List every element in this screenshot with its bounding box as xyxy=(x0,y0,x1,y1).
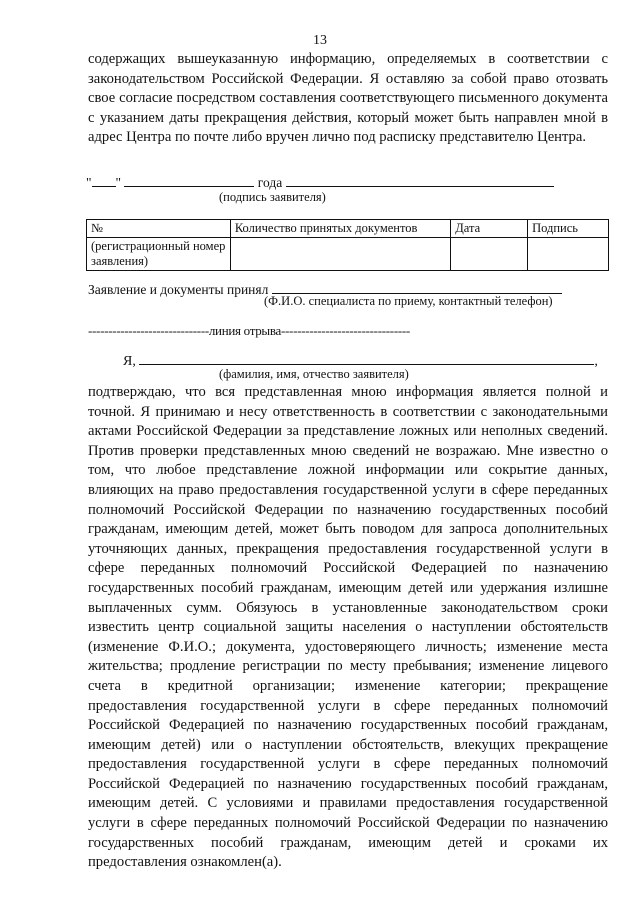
signature-date-line xyxy=(86,174,556,191)
ya-label: Я, xyxy=(123,354,136,369)
cell-signature xyxy=(528,238,609,271)
table-header-row xyxy=(87,220,609,238)
header-doc-count: Количество принятых документов xyxy=(230,220,450,238)
comma: , xyxy=(594,354,598,369)
specialist-blank xyxy=(272,281,562,294)
table-row xyxy=(87,238,609,271)
cut-line: ------------------------------линия отрыва-------------------------------- xyxy=(88,323,410,338)
header-number: № xyxy=(87,220,231,238)
accepted-label: Заявление и документы принял xyxy=(88,282,269,297)
cell-date xyxy=(451,238,528,271)
year-word: года xyxy=(257,175,283,190)
registration-number-note: (регистрационный номер заявления) xyxy=(87,238,231,271)
specialist-caption: (Ф.И.О. специалиста по приему, контактный телефон) xyxy=(264,294,553,308)
page-number: 13 xyxy=(313,33,327,48)
signature-blank xyxy=(286,174,554,187)
quote-close: " xyxy=(115,175,122,190)
day-blank xyxy=(92,174,116,187)
applicant-name-blank xyxy=(139,352,594,365)
declaration-paragraph: подтверждаю, что вся представленная мною информация является полной и точной. Я принимаю и несу ответственность в соответствии с законодательными актами Российской Федерации за представление ложных или неполных сведений. Против проверки представленных мною сведений не возражаю. Мне известно о том, что любое представление ложной информации или сокрытие данных, влияющих на право предоставления государственной услуги в сфере переданных полномочий Российской Федерации по назначению государственных пособий гражданам, имеющим детей, может быть поводом для запроса дополнительных уточняющих данных, прекращения предоставления государственной услуги в сфере переданных полномочий Российской Федерацией по назначению государственных пособий гражданам, имеющим детей или удержания излишне выплаченных сумм. Обязуюсь в установленные законодательством сроки известить центр социальной защиты населения о наступлении обстоятельств (изменение Ф.И.О.; документа, удостоверяющего личность; изменение места жительства; продление регистрации по месту пребывания; изменение лицевого счета в кредитной организации; изменение категории; прекращение предоставления государственной услуги в сфере переданных полномочий Российской Федерацией по назначению государственных пособий гражданам, имеющим детей) или о наступлении обстоятельств, влекущих прекращение предоставления государственной услуги в сфере переданных полномочий Российской Федерацией по назначению государственных пособий гражданам, имеющим детей. С условиями и правилами предоставления государственной услуги в сфере переданных полномочий Российской Федерации по назначению государственных пособий гражданам, имеющим детей и сроками их предоставления ознакомлен(а). xyxy=(88,384,608,871)
month-blank xyxy=(124,174,254,187)
registration-table xyxy=(86,219,609,271)
consent-paragraph: содержащих вышеуказанную информацию, определяемых в соответствии с законодательством Российской Федерации. Я оставляю за собой право отозвать свое согласие посредством составления соответствующего письменного документа с указанием даты прекращения действия, который может быть направлен мной в адрес Центра по почте либо вручен лично под расписку представителю Центра. xyxy=(88,51,608,146)
cell-doc-count xyxy=(230,238,450,271)
quote-open: " xyxy=(86,175,92,190)
applicant-name-caption: (фамилия, имя, отчество заявителя) xyxy=(219,367,409,381)
header-date: Дата xyxy=(451,220,528,238)
header-signature: Подпись xyxy=(528,220,609,238)
signature-caption: (подпись заявителя) xyxy=(219,190,326,204)
